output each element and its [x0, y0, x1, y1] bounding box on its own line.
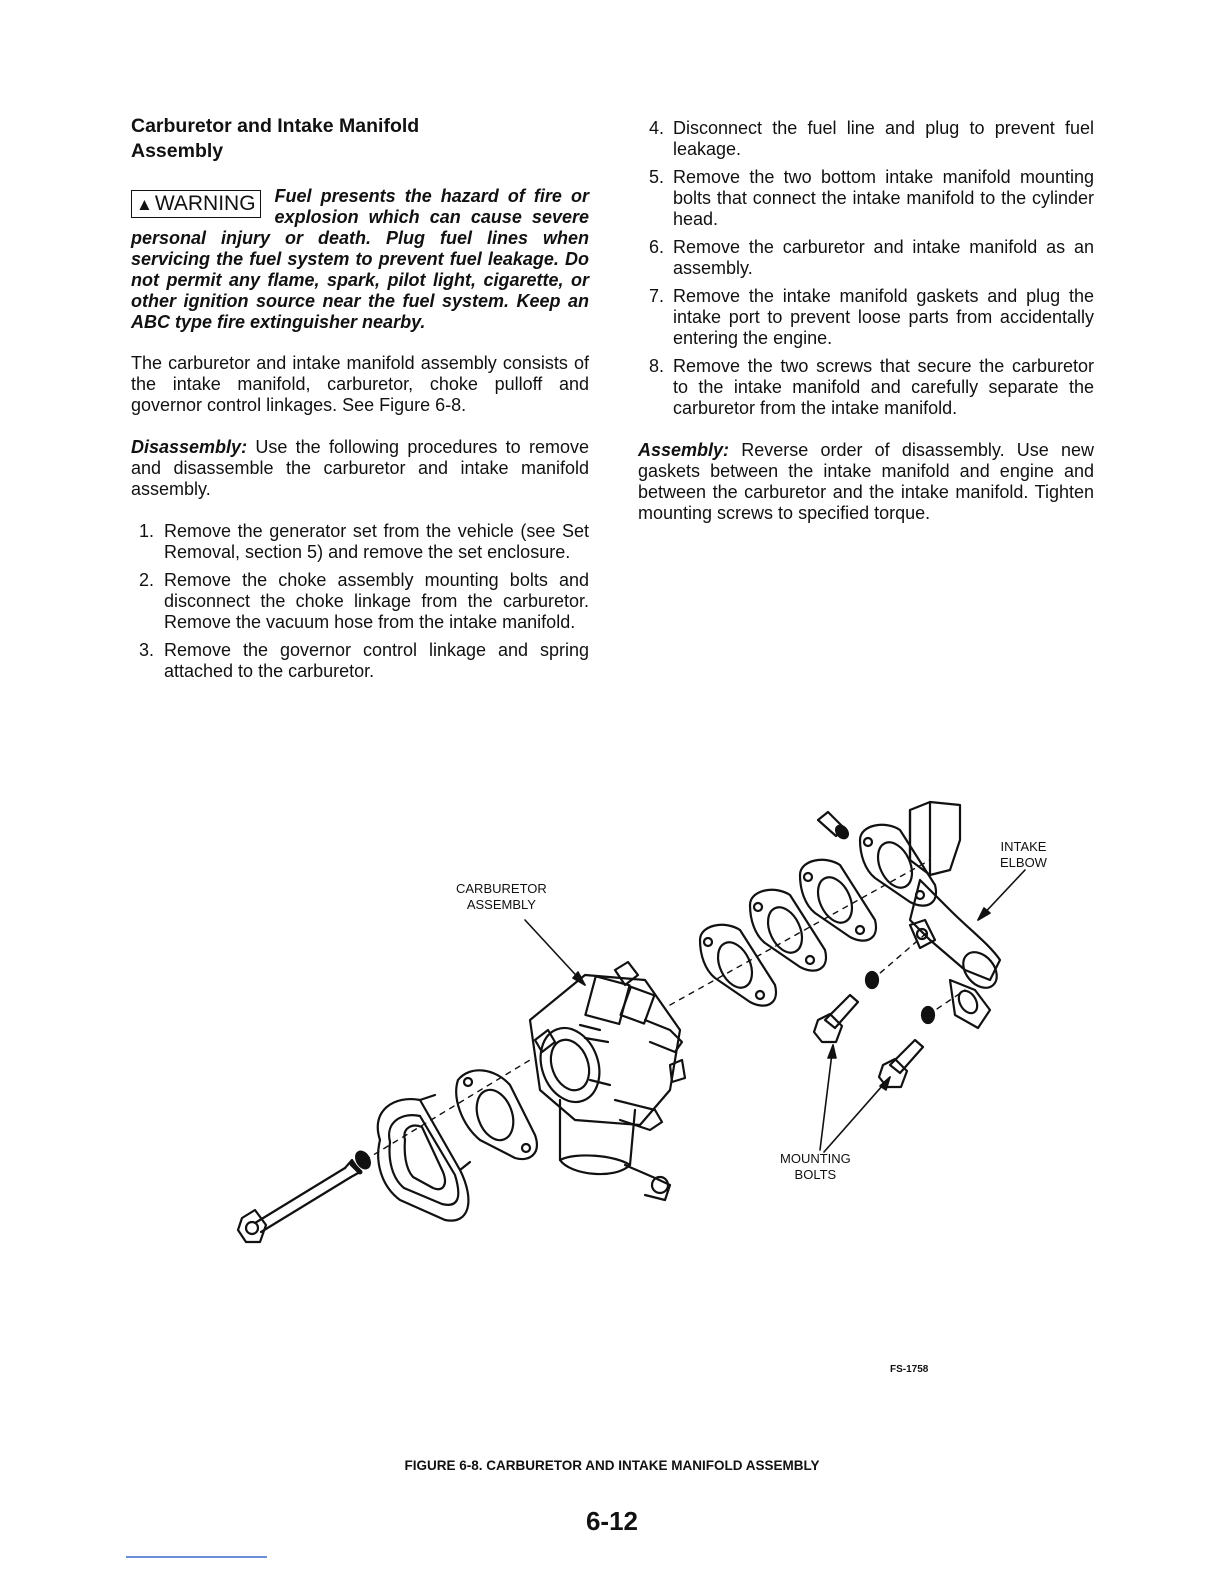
manifold-gasket-1 [700, 925, 776, 1006]
section-title-line2: Assembly [131, 140, 224, 162]
callout-elbow-line2: ELBOW [1000, 855, 1047, 870]
exploded-view-figure [230, 780, 1080, 1280]
left-column [131, 114, 589, 689]
callout-carburetor-assembly [456, 881, 547, 913]
carburetor-diagram [230, 780, 1080, 1280]
step-number: 7. [649, 286, 665, 306]
step-number: 1. [139, 521, 155, 541]
page-number: 6-12 [585, 1506, 639, 1536]
vacuum-plug [818, 812, 850, 841]
disassembly-paragraph [131, 437, 589, 500]
manifold-gasket-4 [860, 825, 936, 906]
callout-elbow-line1: INTAKE [1000, 839, 1047, 854]
warning-badge-label: WARNING [154, 192, 256, 215]
list-item [131, 570, 589, 633]
footer-rule [126, 1556, 267, 1558]
list-item [638, 286, 1094, 349]
list-item [131, 640, 589, 682]
step-text: Remove the governor control linkage and spring attached to the carburetor. [164, 640, 589, 681]
steps-list-right [638, 118, 1094, 419]
step-number: 5. [649, 167, 665, 187]
step-number: 4. [649, 118, 665, 138]
figure-caption: FIGURE 6-8. CARBURETOR AND INTAKE MANIFOLD ASSEMBLY [404, 1458, 820, 1473]
warning-triangle-icon: ▲ [136, 195, 153, 214]
warning-badge [131, 190, 261, 218]
callout-carb-line1: CARBURETOR [456, 881, 547, 896]
step-text: Disconnect the fuel line and plug to prevent fuel leakage. [673, 118, 1094, 159]
leader-lines [525, 870, 1025, 1152]
callout-intake-elbow [1000, 839, 1047, 871]
callout-bolts-line1: MOUNTING [780, 1151, 851, 1166]
step-number: 8. [649, 356, 665, 376]
warning-block [131, 186, 589, 333]
mounting-bolt-1 [814, 972, 878, 1042]
list-item [638, 237, 1094, 279]
manifold-gasket-2 [750, 890, 826, 971]
list-item [638, 167, 1094, 230]
warning-text: Fuel presents the hazard of fire or explosion which can cause severe personal injury or death. Plug fuel lines when servicing the fuel system to prevent fuel leakage. Do not permit any flame, spark, pilot light, cigarette, or other ignition source near the fuel system. Keep an ABC type fire extinguisher nearby. [131, 186, 589, 332]
figure-code: FS-1758 [890, 1364, 929, 1375]
section-heading [131, 114, 589, 164]
assembly-lead: Assembly: [638, 440, 730, 460]
list-item [638, 118, 1094, 160]
step-number: 2. [139, 570, 155, 590]
list-item [131, 521, 589, 563]
step-text: Remove the generator set from the vehicle (see Set Removal, section 5) and remove the set enclosure. [164, 521, 589, 562]
intake-elbow [910, 802, 1004, 1028]
step-text: Remove the choke assembly mounting bolts and disconnect the choke linkage from the carburetor. Remove the vacuum hose from the intake manifold. [164, 570, 589, 632]
mounting-bolt-2 [879, 1007, 934, 1087]
assembly-text: Reverse order of disassembly. Use new gaskets between the intake manifold and engine and between the carburetor and the intake manifold. Tighten mounting screws to specified torque. [638, 440, 1094, 523]
steps-list-left [131, 521, 589, 682]
list-item [638, 356, 1094, 419]
step-text: Remove the intake manifold gaskets and plug the intake port to prevent loose parts from accidentally entering the engine. [673, 286, 1094, 348]
step-text: Remove the two screws that secure the carburetor to the intake manifold and carefully separate the carburetor from the intake manifold. [673, 356, 1094, 418]
disassembly-text: Use the following procedures to remove and disassemble the carburetor and intake manifold assembly. [131, 437, 589, 499]
disassembly-lead: Disassembly: [131, 437, 248, 457]
carburetor-body [530, 962, 685, 1200]
assembly-paragraph [638, 440, 1094, 524]
long-bolt [238, 1149, 373, 1242]
step-text: Remove the carburetor and intake manifold as an assembly. [673, 237, 1094, 278]
right-column [638, 118, 1094, 545]
intro-paragraph: The carburetor and intake manifold assembly consists of the intake manifold, carburetor, choke pulloff and governor control linkages. See Figure 6-8. [131, 353, 589, 415]
section-title-line1: Carburetor and Intake Manifold [131, 115, 420, 137]
carburetor-gasket [456, 1070, 537, 1159]
carburetor-spacer [378, 1095, 470, 1221]
step-text: Remove the two bottom intake manifold mounting bolts that connect the intake manifold to the cylinder head. [673, 167, 1094, 229]
callout-carb-line2: ASSEMBLY [466, 897, 536, 912]
callout-mounting-bolts [780, 1151, 851, 1183]
step-number: 3. [139, 640, 155, 660]
step-number: 6. [649, 237, 665, 257]
callout-bolts-line2: BOLTS [794, 1167, 837, 1182]
